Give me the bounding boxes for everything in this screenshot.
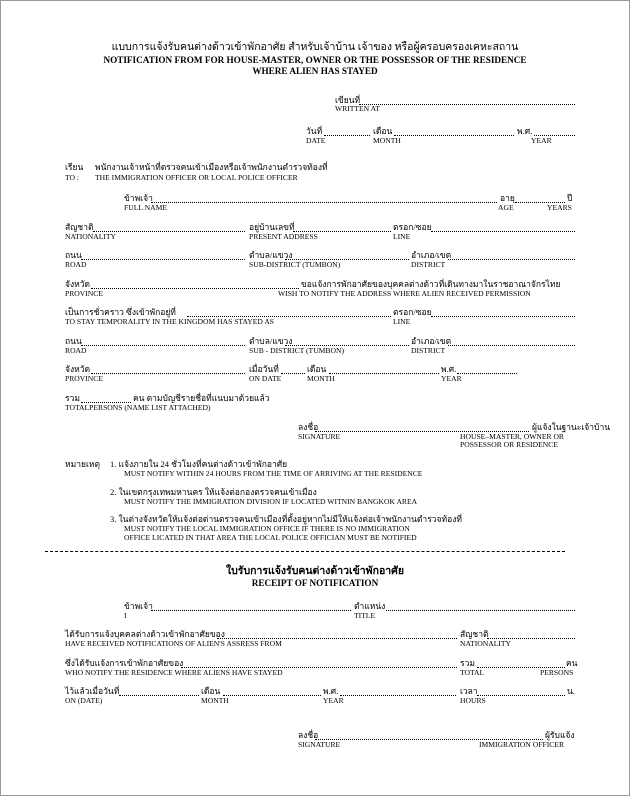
line-label-en: LINE (393, 232, 411, 241)
receipt-time-unit-th: น. (567, 686, 575, 696)
receipt-month-label-en: MONTH (201, 696, 229, 705)
date-label-en: DATE (306, 136, 326, 145)
address-label-th: อยู่บ้านเลขที่ (249, 222, 295, 232)
arrival-year-label-th: พ.ศ. (441, 364, 457, 374)
fullname-label-th: ข้าพเจ้า (124, 193, 153, 203)
line-label-th: ตรอก/ซอย (393, 222, 432, 232)
subdistrict-label-th: ตำบล/แขวง (249, 250, 293, 260)
to-text-en: THE IMMIGRATION OFFICER OR LOCAL POLICE OFFICER (95, 173, 298, 182)
years-label-en: YEARS (547, 203, 572, 212)
stay-label-th: เป็นการชั่วคราว ซึ่งเข้าพักอยู่ที่ (65, 307, 176, 317)
notifier-role-th: ผู้แจ้งในฐานะเจ้าบ้าน (532, 422, 611, 432)
month-label-en: MONTH (373, 136, 401, 145)
written-at-label-en: WRITTEN AT (335, 104, 380, 113)
notifier-role-en-2: POSSESSOR OR RESIDENCE (460, 440, 558, 449)
receipt-nationality-label-en: NATIONALITY (460, 639, 512, 648)
receipt-received-label-th: ได้รับการแจ้งบุคคลต่างด้าวเข้าพักอาศัยของ (65, 629, 225, 639)
stay-line-label-th: ตรอก/ซอย (393, 307, 432, 317)
fullname-field[interactable] (151, 202, 497, 203)
arrival-month-label-th: เดือน (307, 364, 327, 374)
receipt-role-th: ผู้รับแจ้ง (545, 730, 575, 740)
arrival-date-field[interactable] (281, 373, 305, 374)
year-label-th: พ.ศ. (517, 126, 533, 136)
receipt-i-label-en: I (124, 611, 127, 620)
receipt-year-label-th: พ.ศ. (323, 686, 339, 696)
notifier-role-en-1: HOUSE–MASTER, OWNER OR (460, 432, 564, 441)
line-field[interactable] (431, 231, 575, 232)
receipt-notify-label-th: ซึ่งได้รับแจ้งการเข้าพักอาศัยของ (65, 658, 184, 668)
receipt-date-field[interactable] (119, 695, 199, 696)
district-label-th: อำเภอ/เขต (411, 250, 452, 260)
arrival-date-label-th: เมื่อวันที่ (249, 364, 279, 374)
stay-district-label-th: อำเภอ/เขต (411, 336, 452, 346)
receipt-signature-label-th: ลงชื่อ (298, 730, 319, 740)
written-at-field[interactable] (359, 104, 575, 105)
note-1-en: MUST NOTIFY WITHIN 24 HOURS FROM THE TIME OF ARRIVING AT THE RESIDENCE (124, 469, 423, 478)
receipt-persons-label-th: คน (566, 658, 578, 668)
road-field[interactable] (81, 259, 245, 260)
title-english-line-2: WHERE ALIEN HAS STAYED (252, 66, 378, 76)
receipt-year-field[interactable] (340, 695, 456, 696)
note-3-en-2: OFFICE LICATED IN THAT AREA THE LOCAL POLICE OFFICIAN MUST BE NOTIFIED (124, 533, 417, 542)
stay-province-label-en: PROVINCE (65, 374, 103, 383)
wish-text-en: WISH TO NOTIFY THE ADDRESS WHERE ALIEN RECEIVED PERMISSION (278, 289, 531, 298)
written-at-label-th: เขียนที่ (335, 95, 361, 105)
receipt-title-th: ใบรับการแจ้งรับคนต่างด้าวเข้าพักอาศัย (226, 566, 404, 577)
receipt-date-label-th: ไว้แล้วเมื่อวันที่ (65, 686, 120, 696)
receipt-date-label-en: ON (DATE) (65, 696, 103, 705)
arrival-month-label-en: MONTH (307, 374, 335, 383)
subdistrict-label-en: SUB-DISTRICT (TUMBON) (249, 260, 341, 269)
district-field[interactable] (448, 259, 575, 260)
arrival-year-field[interactable] (457, 373, 517, 374)
stay-subdistrict-label-en: SUB - DISTRICT (TUMBON) (249, 346, 344, 355)
nationality-label-th: สัญชาติ (65, 222, 94, 232)
month-field[interactable] (394, 135, 514, 136)
receipt-year-label-en: YEAR (323, 696, 344, 705)
road-label-th: ถนน (65, 250, 82, 260)
stay-road-field[interactable] (81, 345, 245, 346)
arrival-month-field[interactable] (329, 373, 439, 374)
arrival-date-label-en: ON DATE (249, 374, 282, 383)
note-1-th: 1. แจ้งภายใน 24 ชั่วโมงที่คนต่างด้าวเข้าพักอาศัย (110, 459, 288, 469)
cut-line-divider (45, 551, 565, 552)
stay-province-label-th: จังหวัด (65, 364, 91, 374)
signature-label-en: SIGNATURE (298, 432, 341, 441)
year-label-en: YEAR (531, 136, 552, 145)
stay-road-label-en: ROAD (65, 346, 87, 355)
stay-province-field[interactable] (91, 373, 245, 374)
age-label-th: อายุ (500, 193, 515, 203)
stay-road-label-th: ถนน (65, 336, 82, 346)
years-label-th: ปี (567, 193, 573, 203)
arrival-year-label-en: YEAR (441, 374, 462, 383)
receipt-title-label-en: TITLE (354, 611, 376, 620)
receipt-total-label-th: รวม (460, 658, 475, 668)
title-thai: แบบการแจ้งรับคนต่างด้าวเข้าพักอาศัย สำหรับเจ้าบ้าน เจ้าของ หรือผู้ครอบครองเคหะสถาน (111, 42, 519, 53)
receipt-time-label-th: เวลา (460, 686, 478, 696)
note-2-en: MUST NOTIFY THE IMMIGRATION DIVISION IF LOCATED WITNIN BANGKOK AREA (124, 497, 418, 506)
receipt-notify-label-en: WHO NOTIFY THE RESIDENCE WHERE ALIENS HAVE STAYED (65, 668, 283, 677)
signature-label-th: ลงชื่อ (298, 422, 319, 432)
receipt-position-field[interactable] (386, 610, 575, 611)
to-text-th: พนักงานเจ้าหน้าที่ตรวจคนเข้าเมืองหรือเจ้าพนักงานตำรวจท้องที่ (95, 162, 328, 172)
province-label-th: จังหวัด (65, 279, 91, 289)
receipt-signature-label-en: SIGNATURE (298, 740, 341, 749)
province-label-en: PROVINCE (65, 289, 103, 298)
receipt-officer-name-field[interactable] (151, 610, 351, 611)
stay-district-field[interactable] (448, 345, 575, 346)
total-label-th: รวม (65, 393, 80, 403)
note-3-th: 3. ในต่างจังหวัดให้แจ้งต่อด่านตรวจคนเข้าเมืองที่ตั้งอยู่หากไม่มีให้แจ้งต่อเจ้าพนักงานตำรวจท้องที่ (110, 514, 462, 524)
receipt-title-en: RECEIPT OF NOTIFICATION (251, 578, 379, 588)
district-label-en: DISTRICT (411, 260, 446, 269)
stay-label-en: TO STAY TEMPORALITY IN THE KINGDOM HAS STAYED AS (65, 317, 275, 326)
to-label-en: TO : (65, 173, 79, 182)
province-field[interactable] (91, 288, 299, 289)
receipt-received-label-en: HAVE RECEIVED NOTIFICATIONS OF ALIEN'S ASSRESS FROM (65, 639, 282, 648)
wish-text-th: ขอแจ้งการพักอาศัยของบุคคลต่างด้าวที่เดินทางมาในราชอาณาจักรไทย (301, 279, 561, 289)
road-label-en: ROAD (65, 260, 87, 269)
receipt-persons-label-en: PERSONS (540, 668, 574, 677)
address-label-en: PRESENT ADDRESS (249, 232, 318, 241)
total-text-th: คน ตามบัญชีรายชื่อที่แนบมาด้วยแล้ว (133, 393, 270, 403)
receipt-i-label-th: ข้าพเจ้า (124, 601, 153, 611)
receipt-total-label-en: TOTAL (460, 668, 485, 677)
receipt-role-en: IMMIGRATION OFFICER (479, 740, 565, 749)
receipt-month-field[interactable] (223, 695, 321, 696)
stay-line-field[interactable] (431, 316, 575, 317)
stay-subdistrict-label-th: ตำบล/แขวง (249, 336, 293, 346)
to-label-th: เรียน (65, 162, 84, 172)
date-label-th: วันที่ (306, 126, 323, 136)
receipt-time-label-en: HOURS (460, 696, 486, 705)
receipt-month-label-th: เดือน (201, 686, 221, 696)
total-label-en: TOTALPERSONS (NAME LIST ATTACHED) (65, 403, 211, 412)
nationality-label-en: NATIONALITY (65, 232, 117, 241)
note-3-en-1: MUST NOTIFY THE LOCAL IMMIGRATION OFFICE IF THERE IS NO IMMIGRATION (124, 524, 410, 533)
notes-label: หมายเหตุ (65, 459, 100, 469)
age-label-en: AGE (498, 203, 514, 212)
fullname-label-en: FULL NAME (124, 203, 167, 212)
stay-district-label-en: DISTRICT (411, 346, 446, 355)
receipt-time-field[interactable] (477, 695, 565, 696)
receipt-title-label-th: ตำแหน่ง (354, 601, 386, 611)
title-english-line-1: NOTIFICATION FROM FOR HOUSE-MASTER, OWNER OR THE POSSESSOR OF THE RESIDENCE (103, 55, 527, 65)
stay-line-label-en: LINE (393, 317, 411, 326)
note-2-th: 2. ในเขตกรุงเทพมหานคร ให้แจ้งต่อกองตรวจคนเข้าเมือง (110, 487, 317, 497)
receipt-nationality-label-th: สัญชาติ (460, 629, 489, 639)
date-field[interactable] (324, 135, 370, 136)
month-label-th: เดือน (373, 126, 393, 136)
